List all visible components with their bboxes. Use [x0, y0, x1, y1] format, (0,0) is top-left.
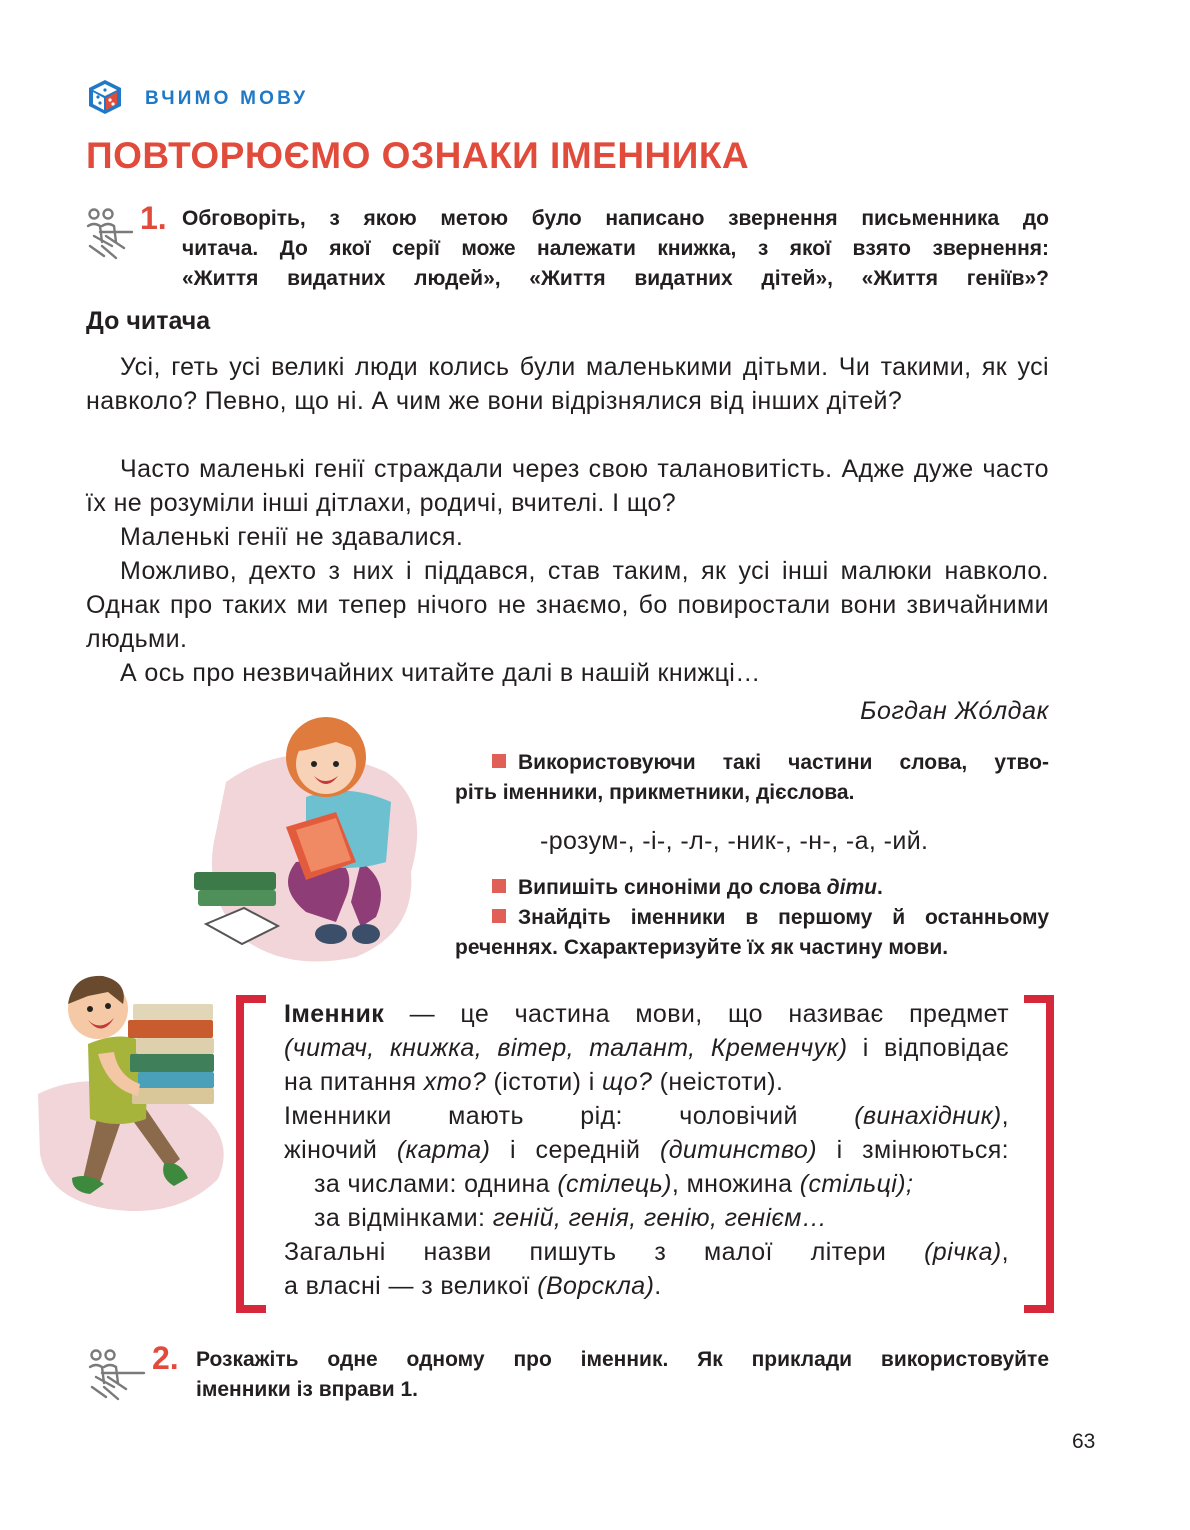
task-text: Випишіть синоніми до слова	[518, 876, 827, 899]
rule-example: (дитинство)	[659, 1136, 817, 1164]
boy-carrying-books-illustration	[28, 964, 238, 1226]
rule-text: , множина	[671, 1170, 800, 1198]
rule-line	[284, 1065, 1009, 1099]
rule-text: .	[654, 1272, 662, 1300]
rule-text: а власні — з великої	[284, 1272, 538, 1300]
rule-line	[314, 1201, 1009, 1235]
task-1	[455, 748, 1049, 808]
section-label: ВЧИМО МОВУ	[145, 88, 309, 109]
rule-line	[284, 1269, 1009, 1303]
rule-text: за відмінками:	[314, 1204, 493, 1232]
exercise-line: Обговоріть, з якою метою було написано звернення письменника до	[182, 207, 1049, 230]
rule-text: і середній	[490, 1136, 660, 1164]
task-3	[455, 903, 1049, 963]
task-2	[492, 873, 1049, 903]
rule-text: і змінюються:	[816, 1136, 1009, 1164]
rule-text: Іменники мають рід: чоловічий	[284, 1102, 855, 1130]
exercise-line: «Життя видатних людей», «Життя видатних дітей», «Життя геніїв»?	[182, 267, 1049, 290]
rule-text: за числами: однина	[314, 1170, 558, 1198]
exercise-1-text	[182, 204, 1049, 294]
morphemes-list: -розум-, -і-, -л-, -ник-, -н-, -а, -ий.	[540, 827, 929, 855]
task-punct: .	[876, 876, 883, 899]
page-title: ПОВТОРЮЄМО ОЗНАКИ ІМЕННИКА	[86, 135, 750, 176]
rule-line	[284, 1099, 1009, 1133]
rule-example: (читач, книжка, вітер, талант, Кременчук)	[284, 1034, 848, 1062]
rule-text: на питання	[284, 1068, 424, 1096]
task-text: реченнях. Схарактеризуйте їх як частину мови.	[455, 936, 949, 959]
task-text: Знайдіть іменники в першому й останньому	[518, 906, 1049, 929]
rule-text: (істоти) і	[486, 1068, 603, 1096]
bullet-square-icon	[492, 754, 506, 768]
rule-text: Загальні назви пишуть з малої літери	[284, 1238, 925, 1266]
rule-example: (карта)	[396, 1136, 491, 1164]
rule-line	[284, 1235, 1009, 1269]
rule-bracket-right	[1024, 995, 1054, 1313]
exercise-2-text	[196, 1345, 1049, 1405]
text-subtitle: До читача	[86, 307, 211, 335]
pair-work-icon	[84, 206, 146, 264]
paragraph: Часто маленькі генії страждали через свою талановитість. Адже дуже часто їх не розуміли інші дітлахи, родичі, вчителі. І що?	[86, 455, 1049, 517]
exercise-line: іменники із вправи 1.	[196, 1378, 418, 1401]
task-keyword: діти	[826, 876, 877, 899]
rule-example: (стілець)	[557, 1170, 672, 1198]
girl-reading-illustration	[186, 712, 436, 974]
rule-example: хто?	[423, 1068, 487, 1096]
rule-text: ,	[1001, 1102, 1009, 1130]
rule-text: — це частина мови, що називає предмет	[384, 1000, 1009, 1028]
rule-example: (стільці);	[799, 1170, 914, 1198]
rule-example: (Ворскла)	[537, 1272, 655, 1300]
rule-example: геній, генія, генію, генієм…	[492, 1204, 828, 1232]
rule-line	[284, 1133, 1009, 1167]
pair-work-icon	[86, 1347, 148, 1405]
author-signature: Богдан Жо́лдак	[860, 697, 1049, 725]
exercise-number: 2.	[152, 1340, 179, 1376]
rule-example: (річка)	[924, 1238, 1002, 1266]
rule-line	[284, 997, 1009, 1031]
rule-text: (неістоти).	[652, 1068, 784, 1096]
page-number: 63	[1072, 1430, 1096, 1453]
task-text: ріть іменники, прикметники, дієслова.	[455, 781, 855, 804]
paragraph: Можливо, дехто з них і піддався, став таким, як усі інші малюки навколо. Однак про таких ми тепер нічого не знаємо, бо повиростали вони звичайними людьми.	[86, 557, 1049, 653]
exercise-line: Розкажіть одне одному про іменник. Як приклади використовуйте	[196, 1348, 1049, 1371]
exercise-number: 1.	[140, 200, 167, 236]
rule-text: жіночий	[284, 1136, 397, 1164]
bullet-square-icon	[492, 909, 506, 923]
bullet-square-icon	[492, 879, 506, 893]
rule-text: ,	[1001, 1238, 1009, 1266]
rule-example: що?	[602, 1068, 653, 1096]
paragraph: А ось про незвичайних читайте далі в нашій книжці…	[120, 659, 761, 687]
task-text: Використовуючи такі частини слова, утво-	[518, 751, 1049, 774]
cube-dice-icon	[86, 78, 124, 116]
paragraph: Усі, геть усі великі люди колись були маленькими дітьми. Чи такими, як усі навколо? Певно, що ні. А чим же вони відрізнялися від інших дітей?	[86, 353, 1049, 415]
exercise-line: читача. До якої серії може належати книжка, з якої взято звернення:	[182, 237, 1049, 260]
paragraph: Маленькі генії не здавалися.	[120, 523, 464, 551]
rule-line	[314, 1167, 1009, 1201]
rule-line	[284, 1031, 1009, 1065]
rule-term: Іменник	[284, 1000, 385, 1028]
rule-text: і відповідає	[847, 1034, 1010, 1062]
rule-bracket-left	[236, 995, 266, 1313]
rule-example: (винахідник)	[854, 1102, 1002, 1130]
